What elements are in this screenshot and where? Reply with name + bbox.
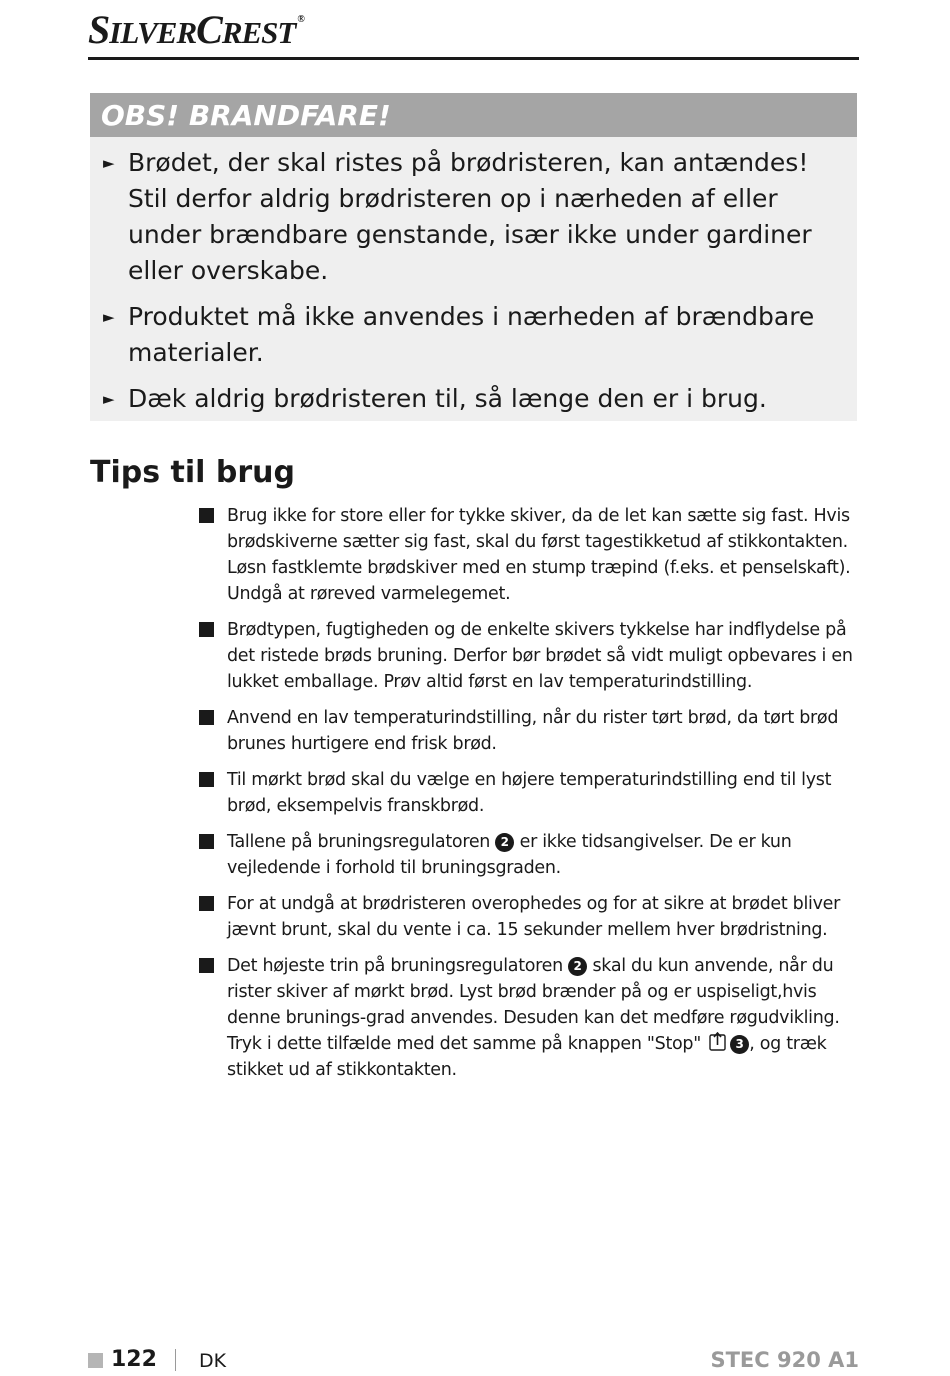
arrow-bullet-icon: ► [103, 154, 115, 172]
list-item: Brug ikke for store eller for tykke skiver, da de let kan sætte sig fast. Hvis brødskiverne sætter sig fast, skal du først tagestikketud af stikkontakten. Løsn fastklemte brødskiver med en stump træpind (f.eks. et penselskaft). Undgå at røreved varmelegemet. [199, 503, 859, 607]
list-item: Det højeste trin på bruningsregulatoren 2 skal du kun anvende, når du rister skiver af mørkt brød. Lyst brød brænder på og er uspiseligt,hvis denne brunings-grad anvendes. Desuden kan det medføre røgudvikling. Tryk i dette tilfælde med det samme på knappen "Stop" 3 , og træk stikket ud af stikkontakten. [199, 953, 859, 1083]
list-item: Tallene på bruningsregulatoren 2 er ikke tidsangivelser. De er kun vejledende i forhold til bruningsgraden. [199, 829, 859, 881]
model-number: STEC 920 A1 [710, 1348, 859, 1372]
warning-list [90, 145, 850, 427]
square-bullet-icon [199, 834, 214, 849]
warning-item: ► Produktet må ikke anvendes i nærheden af brændbare materialer. [90, 299, 850, 371]
section-title: Tips til brug [90, 455, 295, 490]
arrow-bullet-icon: ► [103, 390, 115, 408]
square-marker-icon [88, 1353, 103, 1368]
arrow-bullet-icon: ► [103, 308, 115, 326]
language-code: DK [199, 1350, 227, 1372]
page-footer [88, 1346, 859, 1376]
square-bullet-icon [199, 508, 214, 523]
square-bullet-icon [199, 772, 214, 787]
brand-logo: SILVERCREST ® [88, 7, 304, 52]
footer-divider [175, 1349, 176, 1371]
list-item: Anvend en lav temperaturindstilling, når du rister tørt brød, da tørt brød brunes hurtigere end frisk brød. [199, 705, 859, 757]
fire-warning-box [90, 93, 857, 421]
square-bullet-icon [199, 710, 214, 725]
reference-number-badge: 3 [730, 1035, 749, 1054]
list-item: For at undgå at brødristeren overophedes og for at sikre at brødet bliver jævnt brunt, skal du vente i ca. 15 sekunder mellem hver brødristning. [199, 891, 859, 943]
square-bullet-icon [199, 896, 214, 911]
warning-title: OBS! BRANDFARE! [90, 93, 857, 137]
warning-item: ► Dæk aldrig brødristeren til, så længe den er i brug. [90, 381, 850, 417]
page-number: 122 [111, 1347, 157, 1372]
tips-list [199, 503, 859, 1093]
reference-number-badge: 2 [495, 833, 514, 852]
list-item: Brødtypen, fugtigheden og de enkelte skivers tykkelse har indflydelse på det ristede brøds bruning. Derfor bør brødet så vidt muligt opbevares i en lukket emballage. Prøv altid først en lav temperaturindstilling. [199, 617, 859, 695]
warning-item: ► Brødet, der skal ristes på brødristeren, kan antændes! Stil derfor aldrig brødristeren op i nærheden af eller under brændbare genstande, især ikke under gardiner eller overskabe. [90, 145, 850, 289]
square-bullet-icon [199, 958, 214, 973]
stop-button-icon [708, 1032, 728, 1052]
header-rule [88, 57, 859, 60]
reference-number-badge: 2 [568, 957, 587, 976]
list-item: Til mørkt brød skal du vælge en højere temperaturindstilling end til lyst brød, eksempelvis franskbrød. [199, 767, 859, 819]
square-bullet-icon [199, 622, 214, 637]
